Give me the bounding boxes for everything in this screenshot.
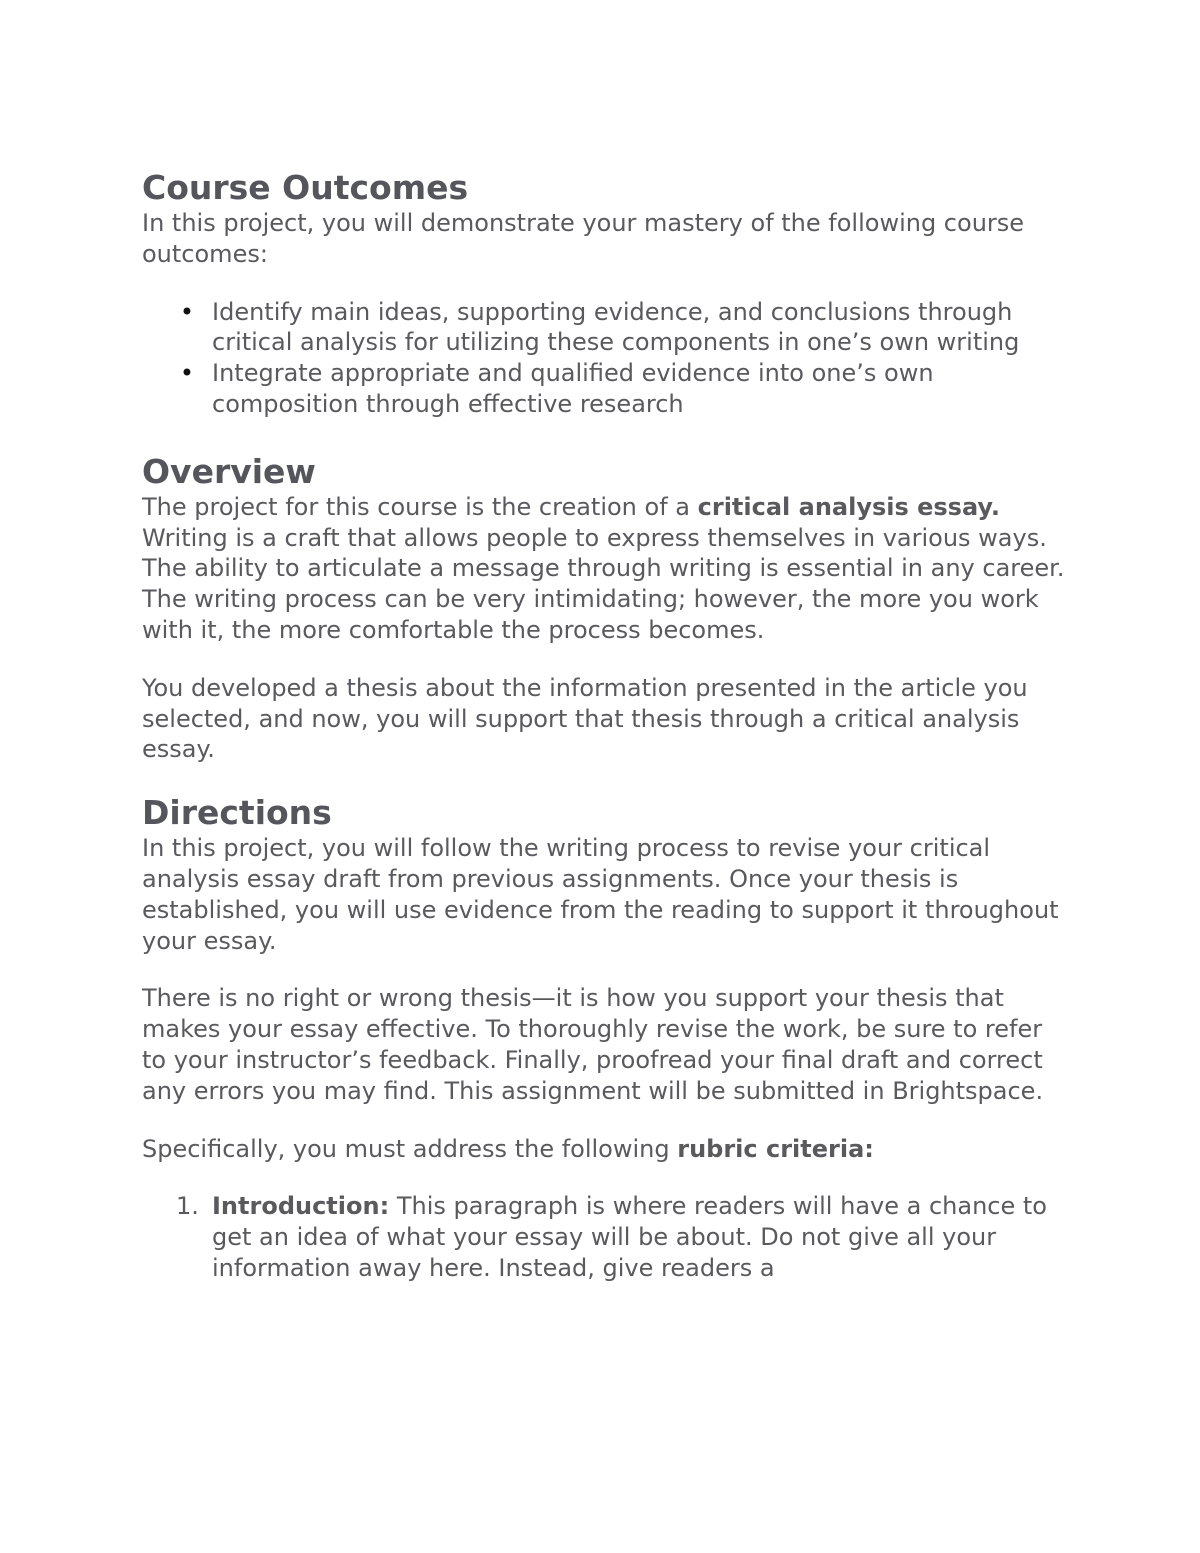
directions-paragraph-3 — [142, 1134, 1072, 1165]
overview-p1-lead: The project for this course is the creation of a — [142, 492, 698, 521]
heading-course-outcomes: Course Outcomes — [142, 168, 469, 207]
list-item — [142, 1191, 1072, 1283]
list-item — [142, 358, 1072, 420]
criterion-title: Introduction: — [212, 1192, 390, 1221]
course-outcomes-intro: In this project, you will demonstrate your mastery of the following course outcomes: — [142, 209, 1025, 268]
list-item — [142, 297, 1072, 359]
heading-directions: Directions — [142, 793, 332, 833]
bullet-icon: • — [179, 359, 195, 388]
directions-p3-lead: Specifically, you must address the following — [142, 1134, 678, 1163]
overview-p1-bold: critical analysis essay. — [697, 492, 1000, 521]
overview-p1-rest: Writing is a craft that allows people to express themselves in various ways. The ability to articulate a message through writing is essential in any career. The writing process can be very intimidating; however, the more you work with it, the more comfortable the process becomes. — [142, 523, 1065, 644]
course-outcomes-list — [142, 297, 1072, 420]
overview-paragraph-2: You developed a thesis about the information presented in the article you selected, and now, you will support that thesis through a critical analysis essay. — [142, 673, 1028, 764]
list-item-number: 1. — [176, 1192, 199, 1221]
bullet-icon: • — [179, 297, 195, 326]
directions-paragraph-2: There is no right or wrong thesis—it is how you support your thesis that makes your essay effective. To thoroughly revise the work, be sure to refer to your instructor’s feedback. Finally, proofread your final draft and correct any errors you may find. This assignment will be submitted in Brightspace. — [142, 984, 1044, 1105]
directions-paragraph-1: In this project, you will follow the writing process to revise your critical analysis essay draft from previous assignments. Once your thesis is established, you will use evidence from the reading to support it throughout your essay. — [142, 834, 1059, 955]
document-page — [142, 168, 1072, 1284]
heading-overview: Overview — [142, 451, 316, 491]
list-item-text: Integrate appropriate and qualified evidence into one’s own composition through effective research — [212, 359, 934, 418]
directions-p3-bold: rubric criteria: — [677, 1134, 874, 1163]
rubric-criteria-list — [142, 1191, 1072, 1283]
list-item-text: Identify main ideas, supporting evidence, and conclusions through critical analysis for utilizing these components in one’s own writing — [212, 297, 1020, 357]
overview-paragraph-1 — [142, 492, 1072, 646]
criterion-text: This paragraph is where readers will have a chance to get an idea of what your essay will be about. Do not give all your information away here. Instead, give readers a — [212, 1192, 1047, 1282]
